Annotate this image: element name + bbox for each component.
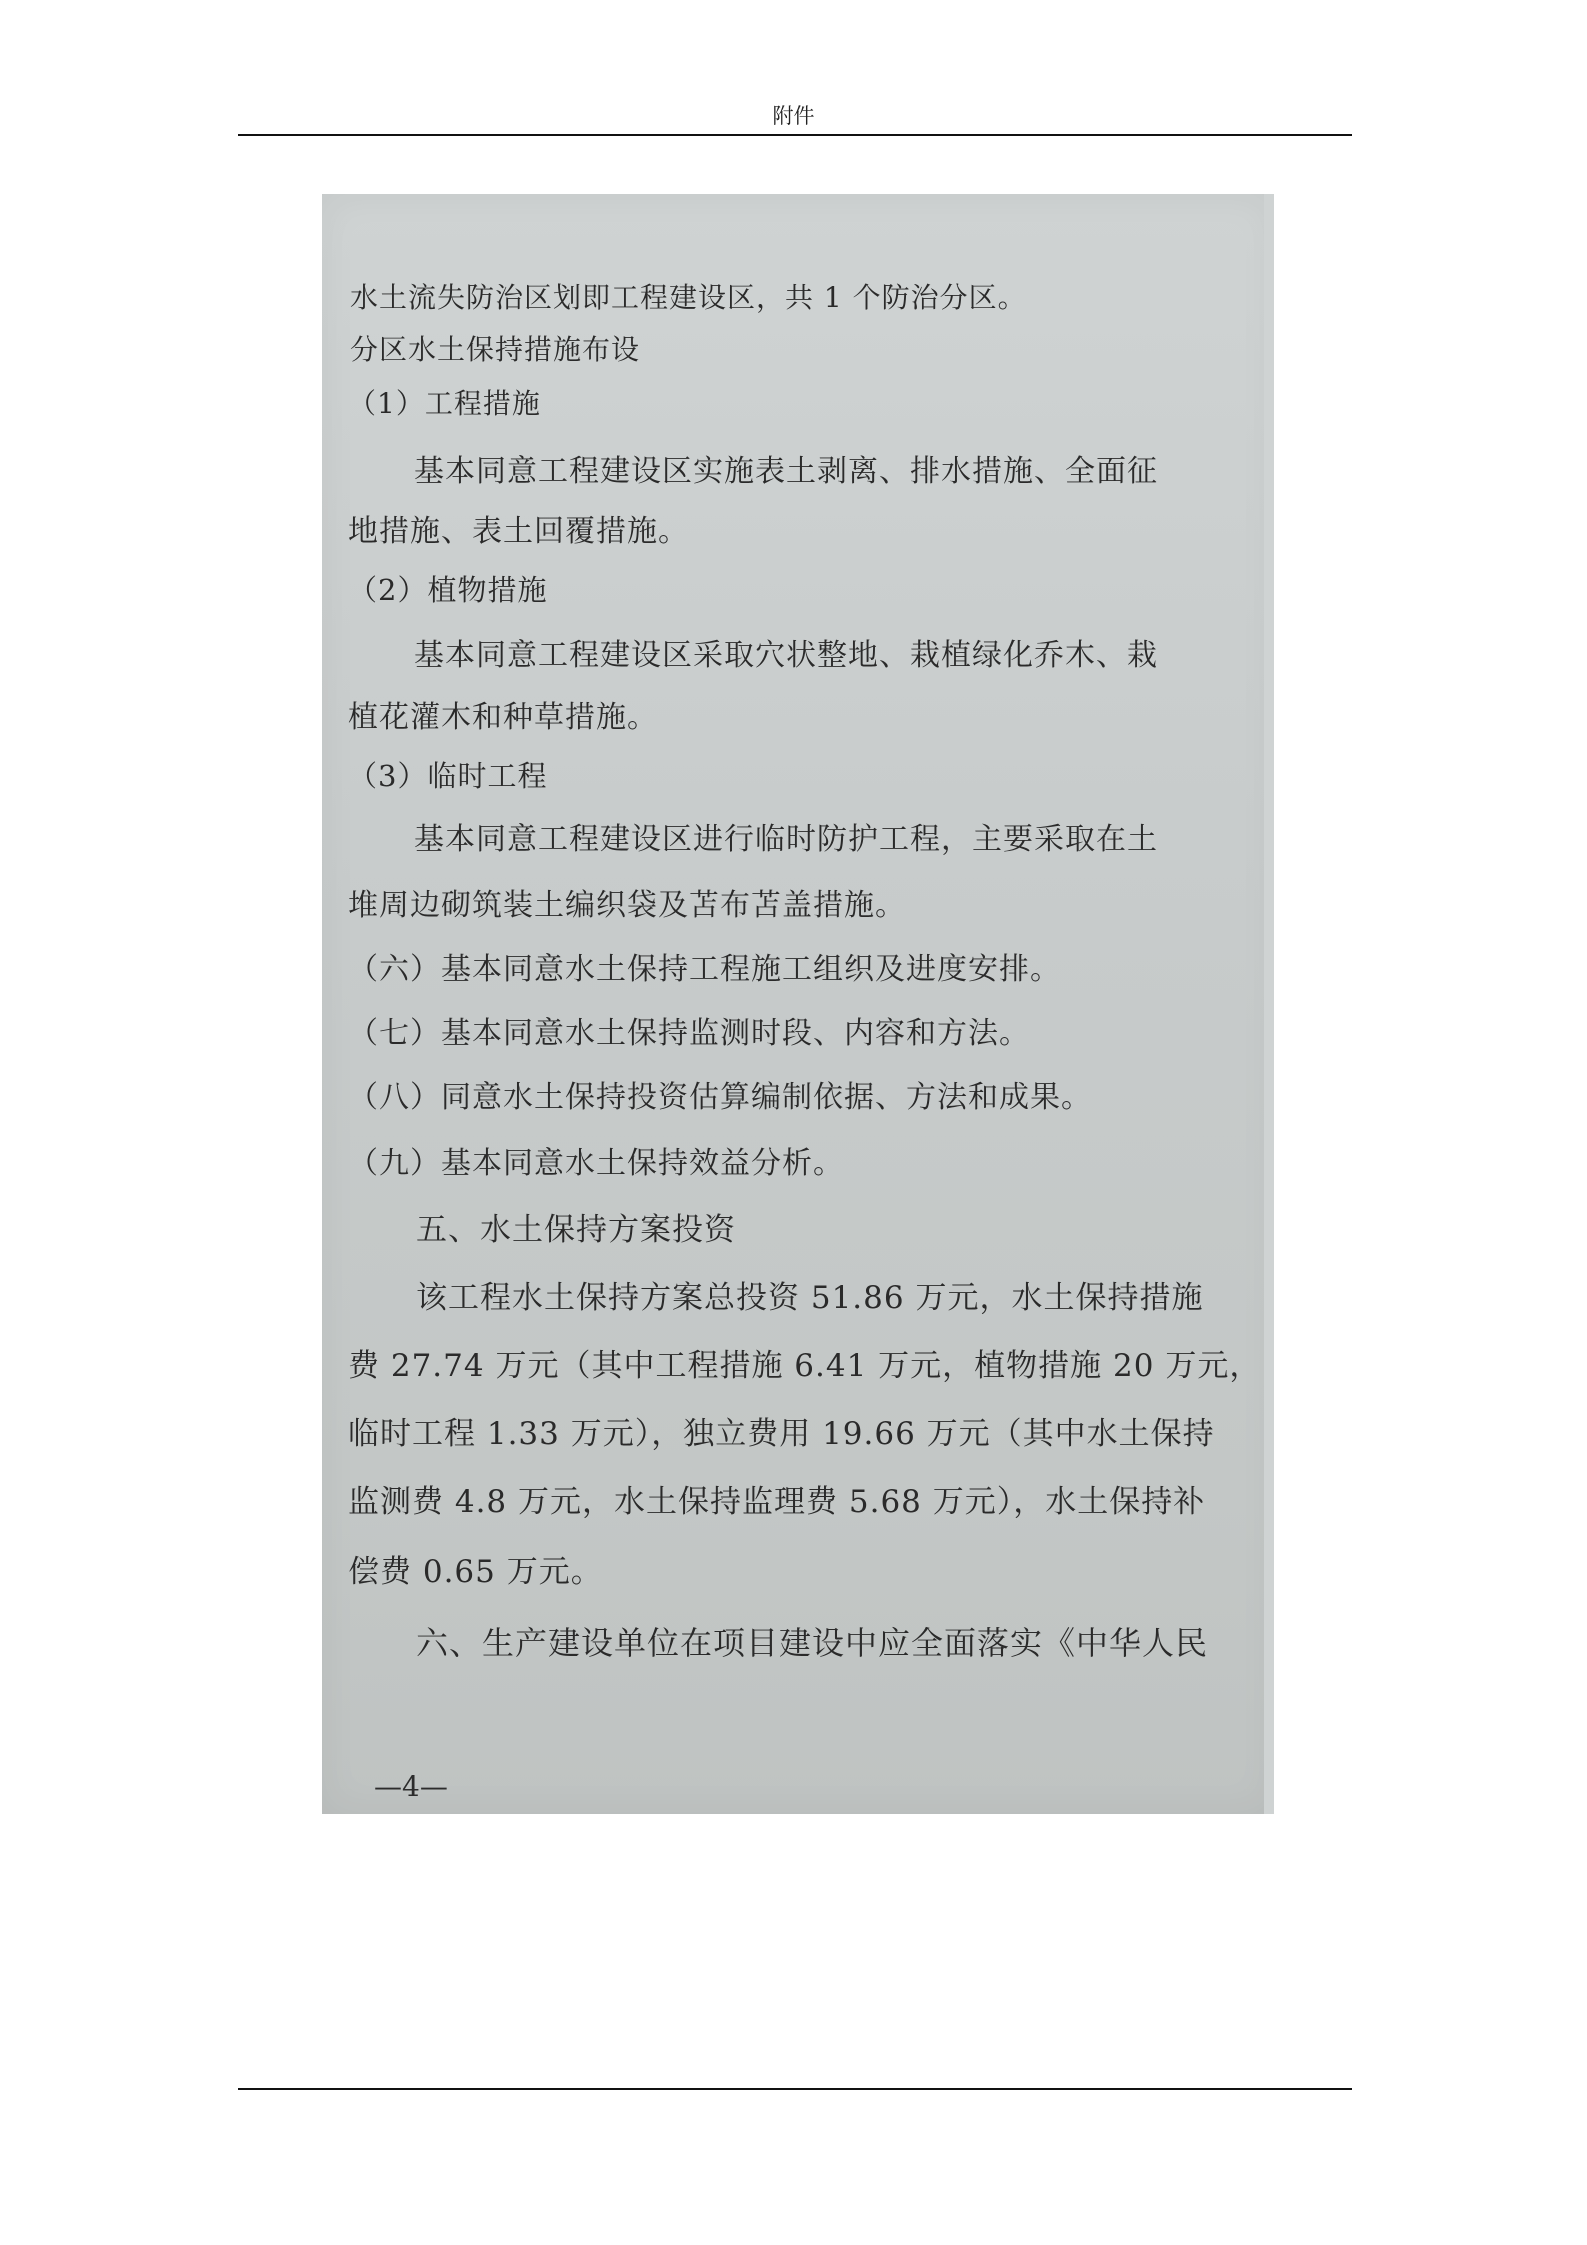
scan-page-number: —4— <box>374 1770 448 1803</box>
scan-line-9: （3）临时工程 <box>348 759 548 793</box>
scan-line-3: （1）工程措施 <box>348 387 541 420</box>
scan-line-20: 监测费 4.8 万元，水土保持监理费 5.68 万元），水土保持补 <box>348 1484 1206 1520</box>
scanned-page-photo <box>322 194 1274 1814</box>
scan-line-8: 植花灌木和种草措施。 <box>348 700 658 735</box>
scan-line-13: （七）基本同意水土保持监测时段、内容和方法。 <box>348 1016 1030 1051</box>
scan-line-2: 分区水土保持措施布设 <box>350 333 641 366</box>
scan-line-12: （六）基本同意水土保持工程施工组织及进度安排。 <box>348 952 1061 987</box>
scan-line-1: 水土流失防治区划即工程建设区，共 1 个防治分区。 <box>350 281 1027 314</box>
scan-line-18: 费 27.74 万元（其中工程措施 6.41 万元，植物措施 20 万元， <box>348 1348 1262 1384</box>
scan-line-16: 五、水土保持方案投资 <box>416 1212 736 1248</box>
scan-line-19: 临时工程 1.33 万元），独立费用 19.66 万元（其中水土保持 <box>348 1416 1215 1452</box>
scan-line-15: （九）基本同意水土保持效益分析。 <box>348 1146 844 1181</box>
scan-line-10: 基本同意工程建设区进行临时防护工程，主要采取在土 <box>414 822 1158 857</box>
scan-line-21: 偿费 0.65 万元。 <box>348 1554 603 1590</box>
scan-line-5: 地措施、表土回覆措施。 <box>348 514 689 549</box>
scan-line-17: 该工程水土保持方案总投资 51.86 万元，水土保持措施 <box>416 1280 1204 1316</box>
scan-line-14: （八）同意水土保持投资估算编制依据、方法和成果。 <box>348 1080 1092 1115</box>
scan-line-4: 基本同意工程建设区实施表土剥离、排水措施、全面征 <box>414 454 1158 489</box>
header-rule <box>238 134 1352 136</box>
scan-line-7: 基本同意工程建设区采取穴状整地、栽植绿化乔木、栽 <box>414 638 1158 673</box>
scan-line-6: （2）植物措施 <box>348 573 548 607</box>
scan-line-11: 堆周边砌筑装土编织袋及苫布苫盖措施。 <box>348 888 906 923</box>
page-header-title: 附件 <box>772 104 815 128</box>
scan-line-22: 六、生产建设单位在项目建设中应全面落实《中华人民 <box>416 1624 1209 1662</box>
footer-rule <box>238 2088 1352 2090</box>
